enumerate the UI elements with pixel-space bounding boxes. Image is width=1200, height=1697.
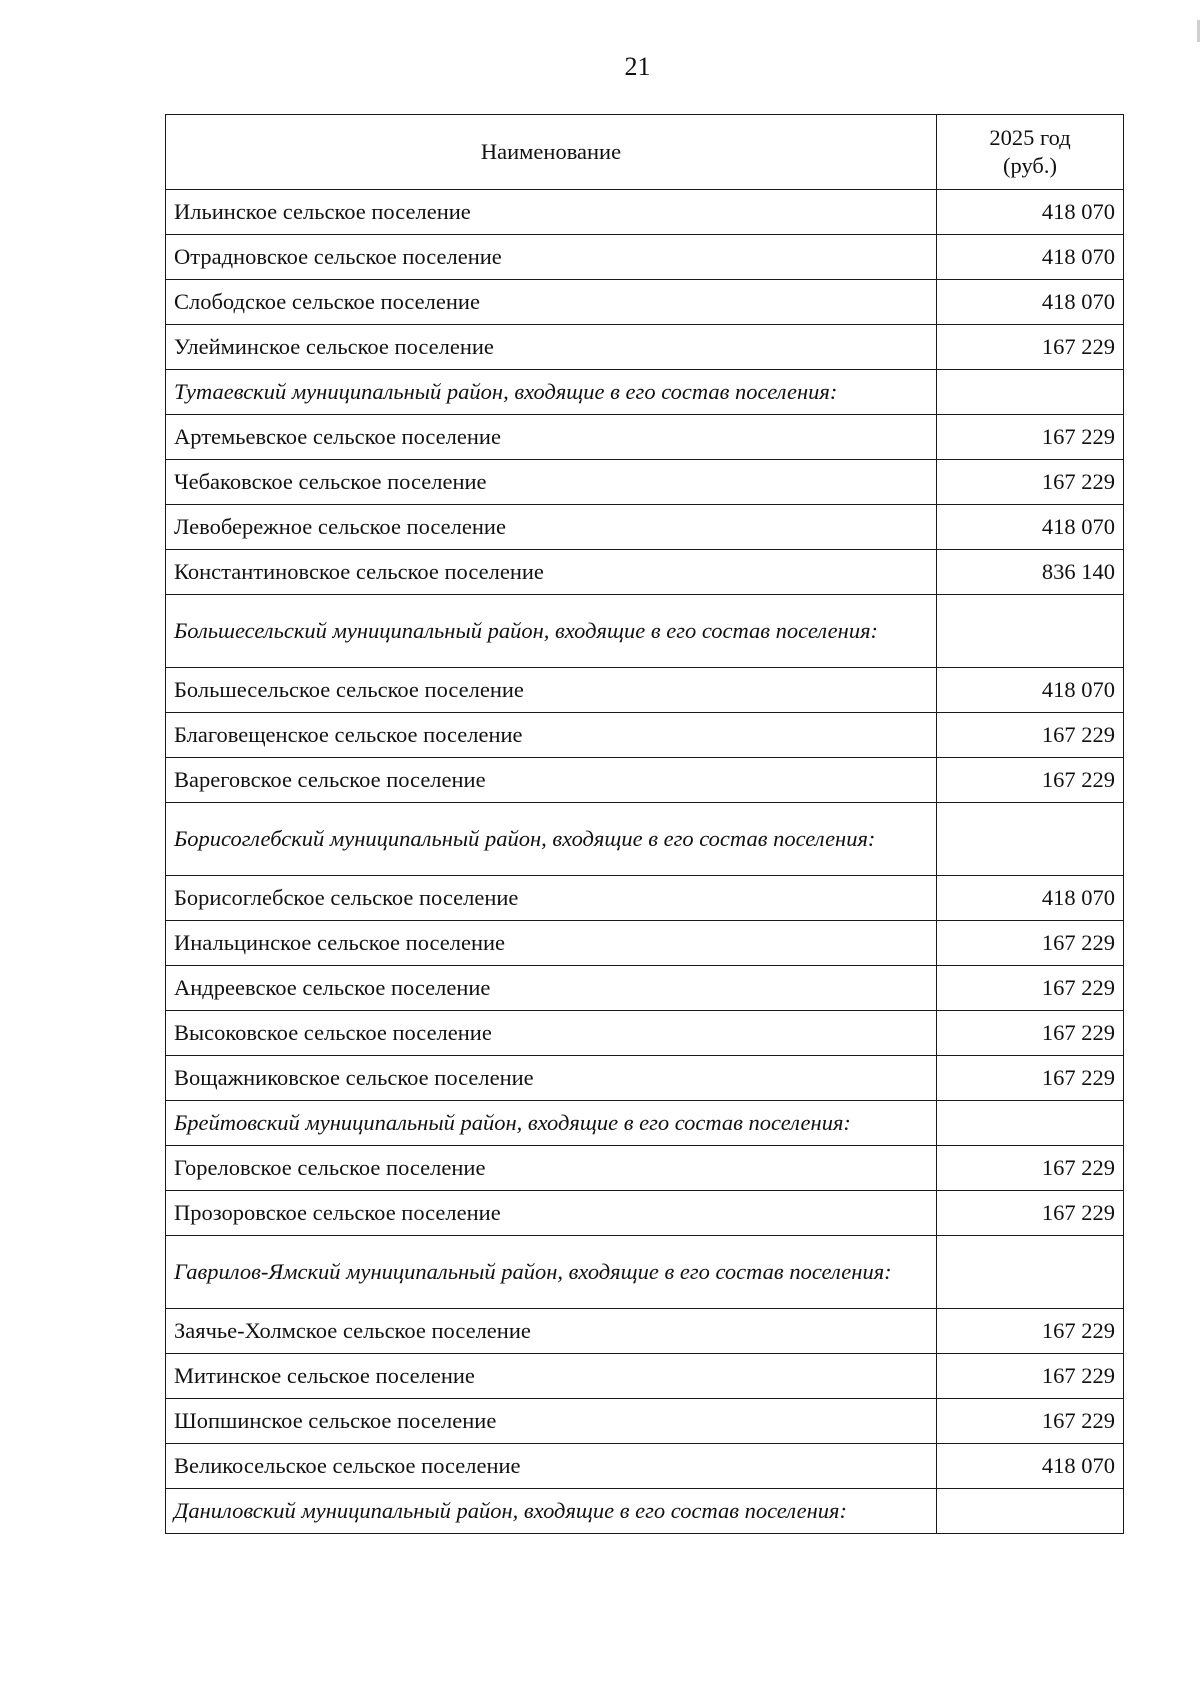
row-value: 836 140 [937, 550, 1124, 595]
row-name: Брейтовский муниципальный район, входящие в его состав поселения: [166, 1101, 937, 1146]
row-name: Ильинское сельское поселение [166, 190, 937, 235]
group-header-row [166, 1489, 1124, 1534]
header-value [937, 115, 1124, 190]
row-value: 167 229 [937, 1309, 1124, 1354]
row-name: Слободское сельское поселение [166, 280, 937, 325]
group-header-row [166, 370, 1124, 415]
row-name: Левобережное сельское поселение [166, 505, 937, 550]
row-value: 167 229 [937, 325, 1124, 370]
row-value [937, 1101, 1124, 1146]
row-name: Тутаевский муниципальный район, входящие в его состав поселения: [166, 370, 937, 415]
row-name: Даниловский муниципальный район, входящие в его состав поселения: [166, 1489, 937, 1534]
row-value: 418 070 [937, 190, 1124, 235]
table-row [166, 713, 1124, 758]
row-value: 418 070 [937, 280, 1124, 325]
row-value: 167 229 [937, 1354, 1124, 1399]
table-row [166, 966, 1124, 1011]
group-header-row [166, 803, 1124, 876]
table-row [166, 505, 1124, 550]
row-value [937, 803, 1124, 876]
row-name: Заячье-Холмское сельское поселение [166, 1309, 937, 1354]
row-name: Андреевское сельское поселение [166, 966, 937, 1011]
table-row [166, 1444, 1124, 1489]
table-row [166, 1146, 1124, 1191]
table-row [166, 325, 1124, 370]
row-name: Борисоглебское сельское поселение [166, 876, 937, 921]
header-value-year: 2025 год [989, 125, 1071, 150]
row-value: 167 229 [937, 1191, 1124, 1236]
row-name: Чебаковское сельское поселение [166, 460, 937, 505]
row-value: 167 229 [937, 1399, 1124, 1444]
row-value [937, 1236, 1124, 1309]
row-value: 418 070 [937, 235, 1124, 280]
table-row [166, 1191, 1124, 1236]
row-value [937, 1489, 1124, 1534]
allocation-table [165, 114, 1124, 1534]
row-name: Большесельское сельское поселение [166, 668, 937, 713]
row-name: Великосельское сельское поселение [166, 1444, 937, 1489]
row-name: Борисоглебский муниципальный район, входящие в его состав поселения: [166, 803, 937, 876]
row-value: 167 229 [937, 758, 1124, 803]
header-value-unit: (руб.) [1003, 153, 1057, 178]
row-value [937, 370, 1124, 415]
row-name: Улейминское сельское поселение [166, 325, 937, 370]
table-header-row [166, 115, 1124, 190]
row-name: Константиновское сельское поселение [166, 550, 937, 595]
group-header-row [166, 595, 1124, 668]
row-name: Вощажниковское сельское поселение [166, 1056, 937, 1101]
table-row [166, 415, 1124, 460]
row-name: Гореловское сельское поселение [166, 1146, 937, 1191]
row-value: 418 070 [937, 1444, 1124, 1489]
row-name: Благовещенское сельское поселение [166, 713, 937, 758]
row-value: 167 229 [937, 1011, 1124, 1056]
group-header-row [166, 1236, 1124, 1309]
row-name: Инальцинское сельское поселение [166, 921, 937, 966]
table-row [166, 460, 1124, 505]
table-row [166, 1011, 1124, 1056]
row-value: 167 229 [937, 415, 1124, 460]
table-row [166, 280, 1124, 325]
table-row [166, 1399, 1124, 1444]
table-row [166, 1309, 1124, 1354]
row-name: Вареговское сельское поселение [166, 758, 937, 803]
row-name: Гаврилов-Ямский муниципальный район, входящие в его состав поселения: [166, 1236, 937, 1309]
table-row [166, 921, 1124, 966]
row-value: 167 229 [937, 713, 1124, 758]
header-name: Наименование [166, 115, 937, 190]
group-header-row [166, 1101, 1124, 1146]
page-number: 21 [624, 52, 651, 81]
table-row [166, 1354, 1124, 1399]
row-name: Большесельский муниципальный район, входящие в его состав поселения: [166, 595, 937, 668]
row-value: 167 229 [937, 966, 1124, 1011]
row-value: 167 229 [937, 1146, 1124, 1191]
table-row [166, 235, 1124, 280]
row-name: Высоковское сельское поселение [166, 1011, 937, 1056]
row-value [937, 595, 1124, 668]
table-body [166, 190, 1124, 1534]
table-row [166, 190, 1124, 235]
row-value: 167 229 [937, 1056, 1124, 1101]
row-value: 418 070 [937, 668, 1124, 713]
row-value: 418 070 [937, 505, 1124, 550]
row-name: Шопшинское сельское поселение [166, 1399, 937, 1444]
row-value: 167 229 [937, 921, 1124, 966]
row-value: 418 070 [937, 876, 1124, 921]
table-row [166, 550, 1124, 595]
table-row [166, 1056, 1124, 1101]
row-name: Митинское сельское поселение [166, 1354, 937, 1399]
row-name: Отрадновское сельское поселение [166, 235, 937, 280]
row-name: Артемьевское сельское поселение [166, 415, 937, 460]
table-row [166, 758, 1124, 803]
table-row [166, 668, 1124, 713]
table-row [166, 876, 1124, 921]
row-name: Прозоровское сельское поселение [166, 1191, 937, 1236]
row-value: 167 229 [937, 460, 1124, 505]
